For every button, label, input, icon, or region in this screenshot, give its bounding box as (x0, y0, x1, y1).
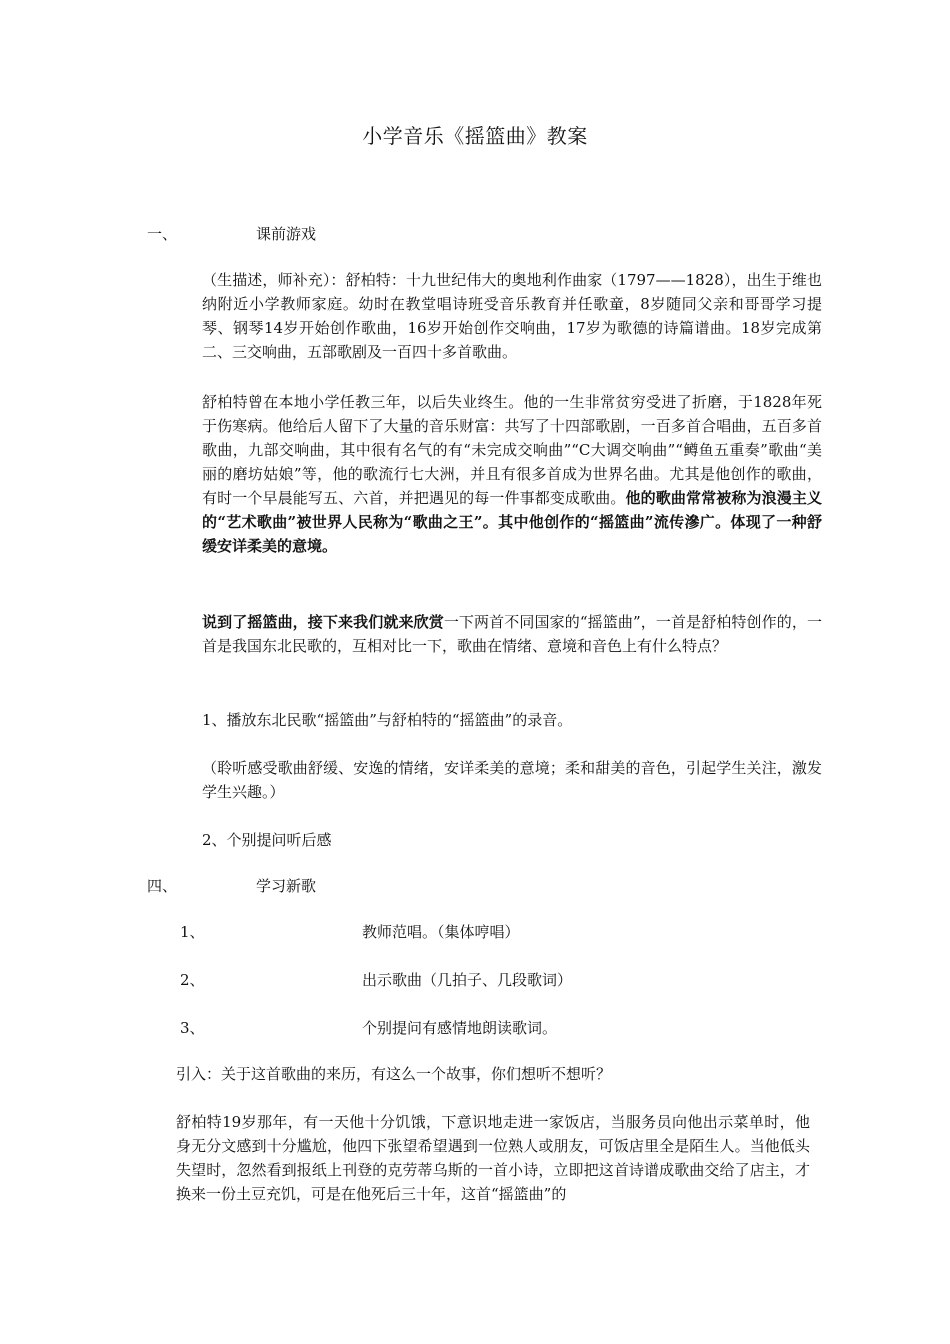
paragraph-listening-note: （聆听感受歌曲舒缓、安逸的情绪，安详柔美的意境；柔和甜美的音色，引起学生关注，激发学生兴趣。） (202, 759, 822, 801)
paragraph-listening-intro (202, 610, 822, 658)
paragraph-schubert-bio: （生描述，师补充）：舒柏特：十九世纪伟大的奥地利作曲家（1797——1828），出生于维也纳附近小学教师家庭。幼时在教堂唱诗班受音乐教育并任歌童，8岁随同父亲和哥哥学习提琴、钢琴14岁开始创作歌曲，16岁开始创作交响曲，17岁为歌德的诗篇谱曲。18岁完成第二、三交响曲，五部歌剧及一百四十多首歌曲。 (202, 271, 822, 361)
paragraph-story: 舒柏特19岁那年，有一天他十分饥饿，下意识地走进一家饭店，当服务员向他出示菜单时，他身无分文感到十分尴尬，他四下张望希望遇到一位熟人或朋友，可饭店里全是陌生人。当他低头失望时，忽然看到报纸上刊登的克劳蒂乌斯的一首小诗，立即把这首诗谱成歌曲交给了店主，才换来一份土豆充饥，可是在他死后三十年，这首“摇篮曲”的 (176, 1113, 810, 1203)
paragraph-story-intro: 引入：关于这首歌曲的来历，有这么一个故事，你们想听不想听？ (176, 1065, 612, 1083)
section-4-heading: 学习新歌 (256, 877, 317, 895)
step-3-text: 个别提问有感情地朗读歌词。 (362, 1019, 558, 1037)
step-2-text: 出示歌曲（几拍子、几段歌词） (362, 971, 573, 989)
section-4-number: 四、 (147, 877, 178, 895)
document-title: 小学音乐《摇篮曲》教案 (362, 124, 588, 148)
list-item-ask-impressions: 2、个别提问听后感 (202, 831, 332, 849)
step-1-number: 1、 (180, 923, 205, 941)
step-3-number: 3、 (180, 1019, 205, 1037)
list-item-play-recording: 1、播放东北民歌“摇篮曲”与舒柏特的“摇篮曲”的录音。 (202, 711, 573, 729)
paragraph-listening-intro-text: 一下两首不同国家的“摇篮曲”，一首是舒柏特创作的，一首是我国东北民歌的，互相对比一下，歌曲在情绪、意境和音色上有什么特点？ (202, 613, 822, 655)
section-1-number: 一、 (147, 225, 178, 243)
step-2-number: 2、 (180, 971, 205, 989)
step-1-text: 教师范唱。（集体哼唱） (362, 923, 520, 941)
paragraph-schubert-life (202, 390, 822, 558)
section-1-heading: 课前游戏 (256, 225, 317, 243)
paragraph-listening-intro-emphasis: 说到了摇篮曲，接下来我们就来欣赏 (202, 613, 444, 631)
paragraph-schubert-life-text: 舒柏特曾在本地小学任教三年，以后失业终生。他的一生非常贫穷受进了折磨，于1828年死于伤寒病。他给后人留下了大量的音乐财富：共写了十四部歌剧，一百多首合唱曲，五百多首歌曲，九部交响曲，其中很有名气的有“未完成交响曲”“C大调交响曲”“鳟鱼五重奏”歌曲“美丽的磨坊姑娘”等，他的歌流行七大洲，并且有很多首成为世界名曲。尤其是他创作的歌曲，有时一个早晨能写五、六首，并把遇见的每一件事都变成歌曲。 (202, 393, 822, 507)
paragraph-schubert-life-emphasis: 他的歌曲常常被称为浪漫主义的“艺术歌曲”被世界人民称为“歌曲之王”。其中他创作的“摇篮曲”流传滲广。体现了一种舒缓安详柔美的意境。 (202, 489, 822, 555)
